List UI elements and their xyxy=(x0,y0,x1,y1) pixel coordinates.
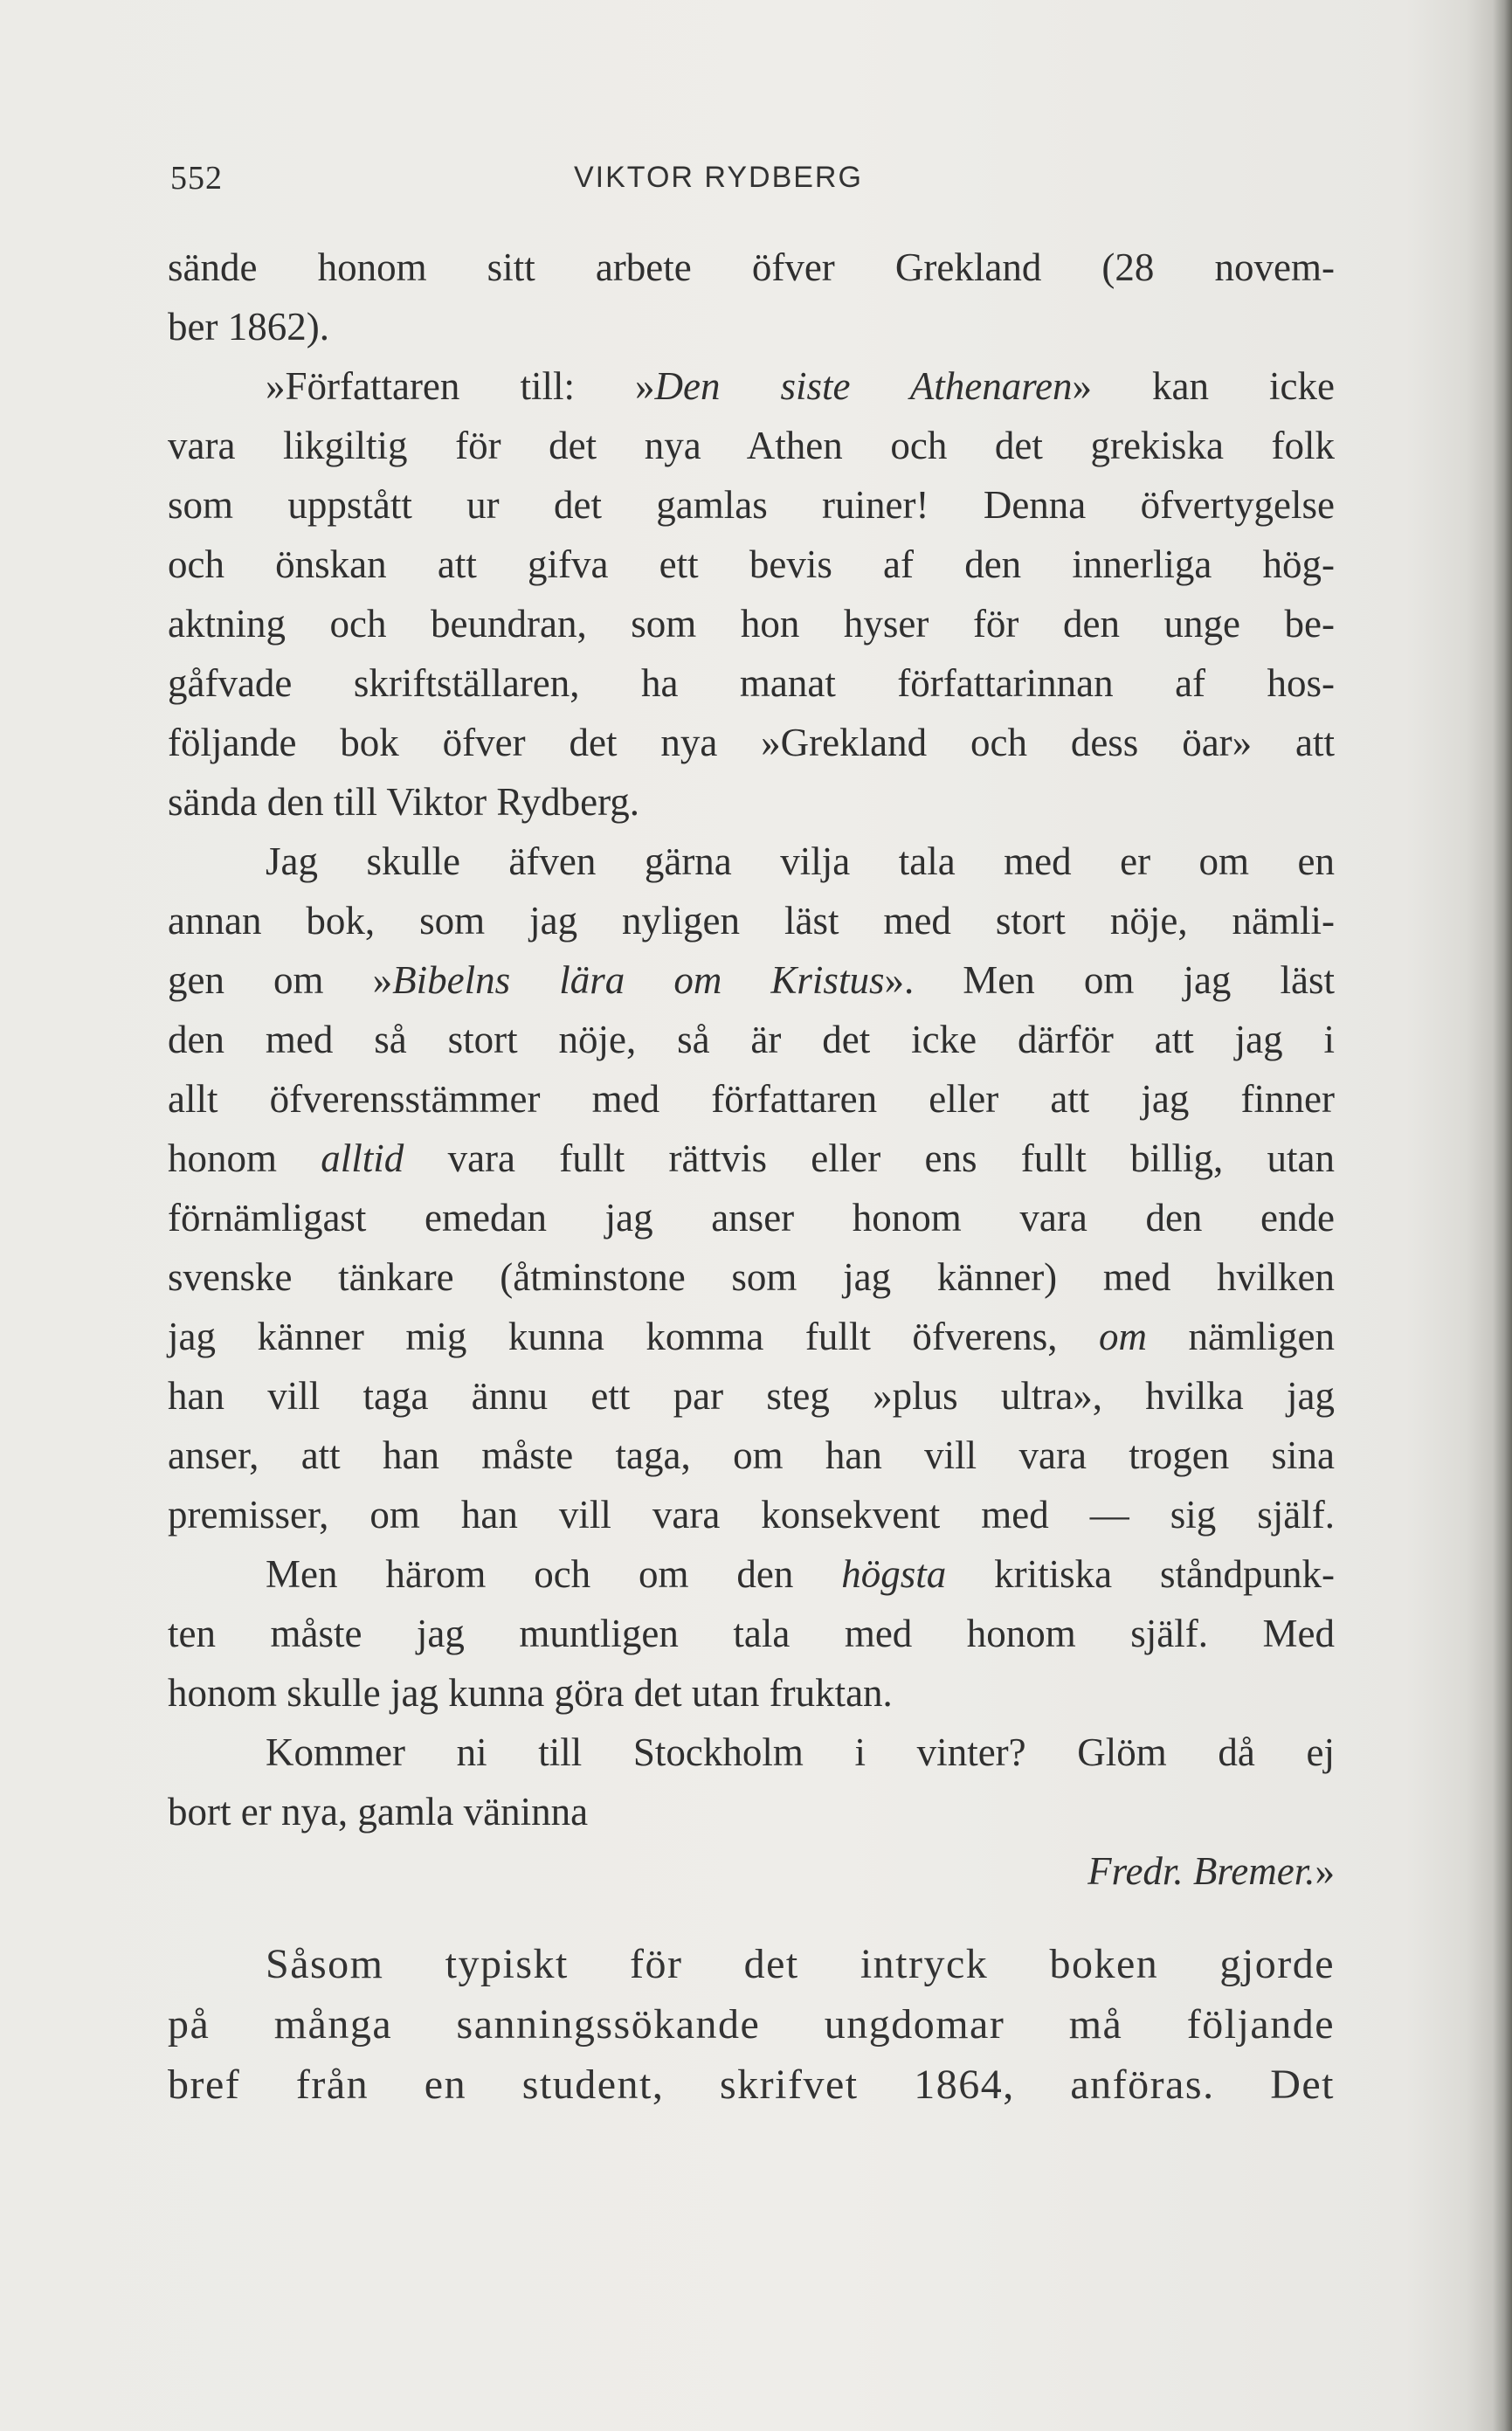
page-header xyxy=(170,159,1332,203)
text-run: jag känner mig kunna komma fullt öfverens, xyxy=(168,1315,1100,1358)
text-line: annan bok, som jag nyligen läst med stort nöje, nämli- xyxy=(168,899,1335,943)
text-line xyxy=(168,950,1335,1010)
text-line: anser, att han måste taga, om han vill vara trogen sina xyxy=(168,1433,1335,1477)
text-run: gen om » xyxy=(168,958,393,1002)
text-run: » kan icke xyxy=(1072,364,1336,408)
text-line: bref från en student, skrifvet 1864, anföras. Det xyxy=(168,2062,1335,2108)
text-line xyxy=(168,356,1335,416)
emphasis: högsta xyxy=(841,1552,947,1596)
closing-quote: » xyxy=(1315,1849,1335,1893)
text-line: ten måste jag muntligen tala med honom själf. Med xyxy=(168,1612,1335,1655)
text-line: allt öfverensstämmer med författaren eller att jag finner xyxy=(168,1077,1335,1121)
text-line: och önskan att gifva ett bevis af den innerliga hög- xyxy=(168,542,1335,586)
text-run: vara fullt rättvis eller ens fullt billig, utan xyxy=(404,1136,1335,1180)
book-title: Den siste Athenaren xyxy=(654,364,1073,408)
text-line: den med så stort nöje, så är det icke därför att jag i xyxy=(168,1018,1335,1061)
emphasis: om xyxy=(1099,1315,1148,1358)
text-line: Jag skulle äfven gärna vilja tala med er om en xyxy=(266,839,1335,883)
text-line: förnämligast emedan jag anser honom vara den ende xyxy=(168,1196,1335,1240)
text-line: sände honom sitt arbete öfver Grekland (28 novem- xyxy=(168,245,1335,289)
text-line xyxy=(168,1544,1335,1604)
text-line: aktning och beundran, som hon hyser för den unge be- xyxy=(168,602,1335,646)
text-line: på många sanningssökande ungdomar må följande xyxy=(168,2001,1335,2048)
text-run: honom xyxy=(168,1136,321,1180)
text-line: honom skulle jag kunna göra det utan fruktan. xyxy=(168,1671,893,1715)
text-run: ». Men om jag läst xyxy=(884,958,1335,1002)
text-line: svenske tänkare (åtminstone som jag känner) med hvilken xyxy=(168,1255,1335,1299)
signature xyxy=(168,1841,1335,1901)
text-line: som uppstått ur det gamlas ruiner! Denna öfvertygelse xyxy=(168,483,1335,527)
text-line: premisser, om han vill vara konsekvent med — sig själf. xyxy=(168,1493,1335,1537)
text-line: Såsom typiskt för det intryck boken gjorde xyxy=(266,1941,1335,1987)
text-run: »Författaren till: » xyxy=(266,364,655,408)
text-line xyxy=(168,1307,1335,1366)
text-line: ber 1862). xyxy=(168,305,329,349)
text-line: följande bok öfver det nya »Grekland och dess öar» att xyxy=(168,721,1335,764)
emphasis: alltid xyxy=(321,1136,404,1180)
text-line: han vill taga ännu ett par steg »plus ultra», hvilka jag xyxy=(168,1374,1335,1418)
page-edge-shadow xyxy=(1493,0,1512,2431)
text-run: nämligen xyxy=(1147,1315,1335,1358)
paragraph-gap xyxy=(168,1901,1335,1934)
book-title: Bibelns lära om Kristus xyxy=(392,958,885,1002)
text-run: Men härom och om den xyxy=(266,1552,842,1596)
text-line: vara likgiltig för det nya Athen och det grekiska folk xyxy=(168,424,1335,467)
text-line: Kommer ni till Stockholm i vinter? Glöm då ej xyxy=(266,1730,1335,1774)
body-text xyxy=(168,238,1335,2115)
closing-paragraph xyxy=(168,1934,1335,2115)
text-line xyxy=(168,1129,1335,1188)
signature-name: Fredr. Bremer. xyxy=(1087,1849,1315,1893)
running-head: VIKTOR RYDBERG xyxy=(574,161,863,194)
text-line: sända den till Viktor Rydberg. xyxy=(168,780,640,824)
page-number: 552 xyxy=(170,160,223,197)
text-line: gåfvade skriftställaren, ha manat författarinnan af hos- xyxy=(168,661,1335,705)
text-run: kritiska ståndpunk- xyxy=(946,1552,1335,1596)
text-line: bort er nya, gamla väninna xyxy=(168,1790,589,1834)
